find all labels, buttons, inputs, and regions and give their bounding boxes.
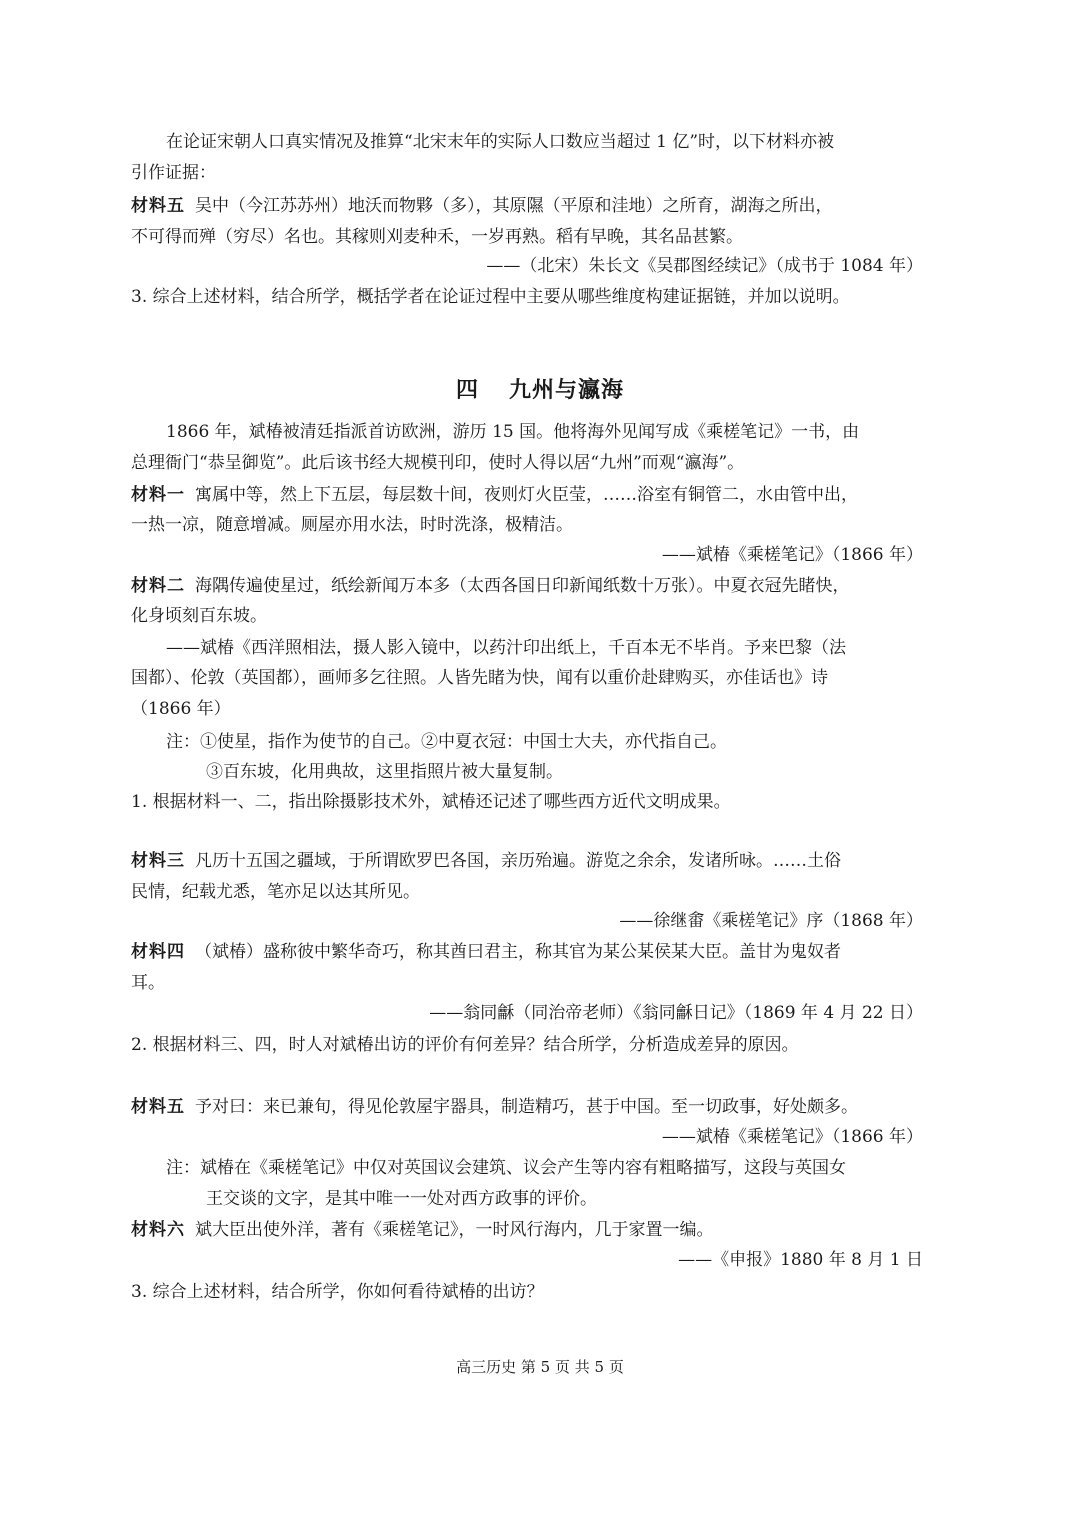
material2-source-line3: （1866 年） <box>131 699 231 719</box>
material6-line1 <box>131 1218 926 1242</box>
section-number: 四 <box>455 378 479 403</box>
part3-intro-line1: 在论证宋朝人口真实情况及推算“北宋末年的实际人口数应当超过 1 亿”时，以下材料亦被 <box>166 132 835 152</box>
material1-source: ——斌椿《乘槎笔记》（1866 年） <box>661 545 923 565</box>
part3-material5-source: ——（北宋）朱长文《吴郡图经续记》（成书于 1084 年） <box>486 256 923 276</box>
material4-line2: 耳。 <box>131 973 165 993</box>
material3-source: ——徐继畬《乘槎笔记》序（1868 年） <box>619 911 923 931</box>
material-text: 吴中（今江苏苏州）地沃而物夥（多），其原隰（平原和洼地）之所育，湖海之所出， <box>195 196 833 216</box>
part3-material5-line2: 不可得而殚（穷尽）名也。其稼则刈麦种禾，一岁再熟。稻有早晚，其名品甚繁。 <box>131 227 743 247</box>
material-text: 予对曰：来已兼旬，得见伦敦屋宇器具，制造精巧，甚于中国。至一切政事，好处颇多。 <box>195 1097 858 1117</box>
material-label: 材料二 <box>131 576 185 596</box>
material5-source: ——斌椿《乘槎笔记》（1866 年） <box>661 1127 923 1147</box>
part4-question3: 3. 综合上述材料，结合所学，你如何看待斌椿的出访？ <box>131 1282 544 1302</box>
material-text: 寓属中等，然上下五层，每层数十间，夜则灯火臣莹，……浴室有铜管二，水由管中出， <box>195 485 858 505</box>
material-label: 材料四 <box>131 942 185 962</box>
note1-line2: ③百东坡，化用典故，这里指照片被大量复制。 <box>206 762 563 782</box>
material6-source: ——《申报》1880 年 8 月 1 日 <box>678 1250 923 1270</box>
material1-line2: 一热一凉，随意增减。厕屋亦用水法，时时洗涤，极精洁。 <box>131 515 573 535</box>
section-heading <box>0 376 1080 406</box>
part4-question2: 2. 根据材料三、四，时人对斌椿出访的评价有何差异？结合所学，分析造成差异的原因。 <box>131 1035 799 1055</box>
part3-material5-line1 <box>131 194 926 218</box>
material-label: 材料五 <box>131 196 185 216</box>
material2-line1 <box>131 574 926 598</box>
material3-line2: 民情，纪载尤悉，笔亦足以达其所见。 <box>131 882 420 902</box>
material-label: 材料一 <box>131 485 185 505</box>
material-label: 材料六 <box>131 1220 185 1240</box>
material2-source-line1: ——斌椿《西洋照相法，摄人影入镜中，以药汁印出纸上，千百本无不毕肖。予来巴黎（法 <box>166 638 846 658</box>
material4-source: ——翁同龢（同治帝老师）《翁同龢日记》（1869 年 4 月 22 日） <box>429 1003 923 1023</box>
part4-question1: 1. 根据材料一、二，指出除摄影技术外，斌椿还记述了哪些西方近代文明成果。 <box>131 792 731 812</box>
page-footer: 高三历史 第 5 页 共 5 页 <box>456 1358 624 1376</box>
note1-line1: 注：①使星，指作为使节的自己。②中夏衣冠：中国士大夫，亦代指自己。 <box>166 732 727 752</box>
material2-source-line2: 国都）、伦敦（英国都），画师多乞往照。人皆先睹为快，闻有以重价赴肆购买，亦佳话也》诗 <box>131 668 828 688</box>
material2-line2: 化身顷刻百东坡。 <box>131 606 267 626</box>
material3-line1 <box>131 849 926 873</box>
part4-intro-line2: 总理衙门“恭呈御览”。此后该书经大规模刊印，使时人得以居“九州”而观“瀛海”。 <box>131 453 745 473</box>
material-text: 海隅传遍使星过，纸绘新闻万本多（太西各国日印新闻纸数十万张）。中夏衣冠先睹快， <box>195 576 850 596</box>
part3-intro-line2: 引作证据： <box>131 163 216 183</box>
material-text: （斌椿）盛称彼中繁华奇巧，称其酋曰君主，称其官为某公某侯某大臣。盖甘为鬼奴者 <box>195 942 841 962</box>
material4-line1 <box>131 940 926 964</box>
material5-line1 <box>131 1095 926 1119</box>
material-label: 材料三 <box>131 851 185 871</box>
section-title: 九州与瀛海 <box>509 378 625 403</box>
note2-line2: 王交谈的文字，是其中唯一一处对西方政事的评价。 <box>206 1189 597 1209</box>
material-text: 斌大臣出使外洋，著有《乘槎笔记》，一时风行海内，几于家置一编。 <box>195 1220 714 1240</box>
material-text: 凡历十五国之疆域，于所谓欧罗巴各国，亲历殆遍。游览之余余，发诸所咏。……土俗 <box>195 851 841 871</box>
part4-intro-line1: 1866 年，斌椿被清廷指派首访欧洲，游历 15 国。他将海外见闻写成《乘槎笔记》一书，由 <box>166 422 860 442</box>
note2-line1: 注：斌椿在《乘槎笔记》中仅对英国议会建筑、议会产生等内容有粗略描写，这段与英国女 <box>166 1158 846 1178</box>
material1-line1 <box>131 483 926 507</box>
part3-question3: 3. 综合上述材料，结合所学，概括学者在论证过程中主要从哪些维度构建证据链，并加以说明。 <box>131 287 850 307</box>
material-label: 材料五 <box>131 1097 185 1117</box>
